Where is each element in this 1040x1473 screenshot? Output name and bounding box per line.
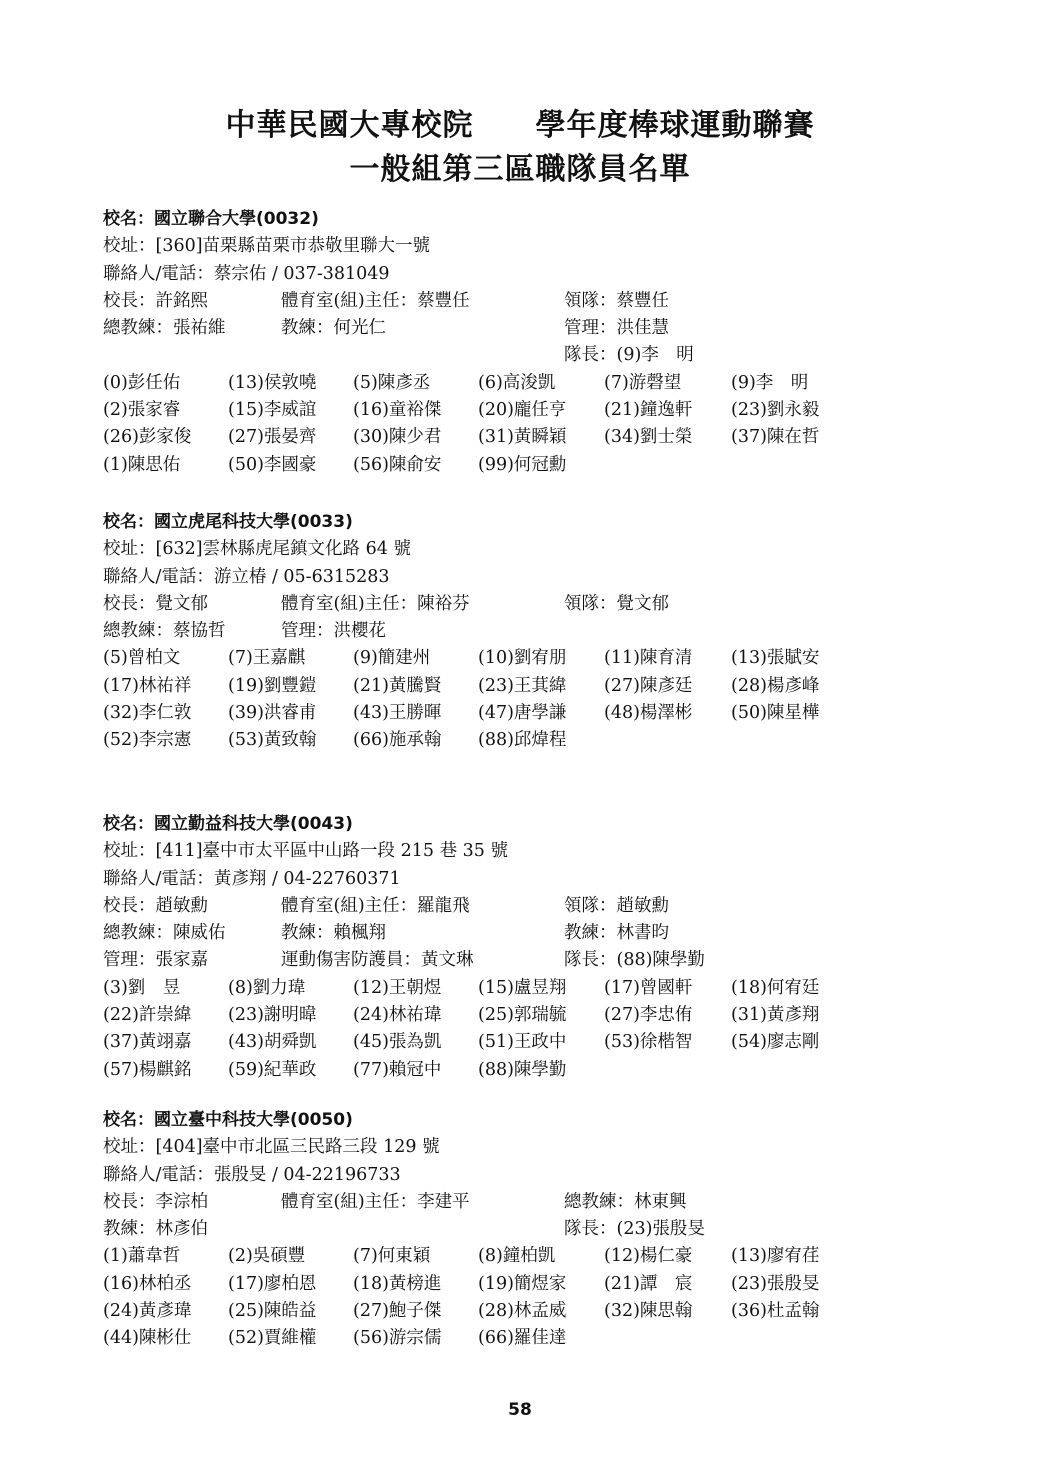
player-entry: (23)王萁緯	[478, 675, 567, 696]
player-entry: (23)張殷旻	[731, 1273, 820, 1294]
player-entry: (12)楊仁豪	[604, 1246, 693, 1267]
staff-entry: 教練：林書昀	[564, 923, 669, 944]
staff-entry: 總教練：陳威佑	[103, 923, 226, 944]
player-entry: (66)施承翰	[353, 730, 442, 751]
staff-entry: 隊長：(9)李 明	[564, 345, 694, 366]
staff-row	[103, 893, 903, 920]
player-entry: (19)簡煜家	[478, 1273, 567, 1294]
player-entry: (32)李仁敦	[103, 703, 192, 724]
school-address: 校址：[411]臺中市太平區中山路一段 215 巷 35 號	[103, 841, 508, 862]
player-entry: (50)李國豪	[228, 454, 317, 475]
player-entry: (0)彭任佑	[103, 372, 181, 393]
player-entry: (6)高浚凱	[478, 372, 556, 393]
player-entry: (37)黃翊嘉	[103, 1032, 192, 1053]
player-entry: (24)林祐瑋	[353, 1005, 442, 1026]
player-entry: (99)何冠勳	[478, 454, 567, 475]
player-entry: (16)林柏丞	[103, 1273, 192, 1294]
player-entry: (56)游宗儒	[353, 1328, 442, 1349]
player-entry: (26)彭家俊	[103, 427, 192, 448]
player-entry: (15)李威誼	[228, 400, 317, 421]
school-contact: 聯絡人/電話：游立椿 / 05-6315283	[103, 566, 390, 587]
staff-entry: 領隊：趙敏勳	[564, 895, 669, 916]
staff-entry: 隊長：(88)陳學勤	[564, 950, 705, 971]
player-row	[103, 1002, 903, 1029]
player-row	[103, 452, 903, 479]
school-name: 校名：國立勤益科技大學(0043)	[103, 814, 353, 834]
player-entry: (27)李忠侑	[604, 1005, 693, 1026]
staff-entry: 教練：林彥伯	[103, 1219, 208, 1240]
staff-row	[103, 342, 903, 369]
player-entry: (13)廖宥荏	[731, 1246, 820, 1267]
player-entry: (23)謝明暐	[228, 1005, 317, 1026]
player-entry: (43)王勝暉	[353, 703, 442, 724]
player-entry: (53)徐楷智	[604, 1032, 693, 1053]
player-row	[103, 1325, 903, 1352]
school-address: 校址：[632]雲林縣虎尾鎮文化路 64 號	[103, 539, 411, 560]
player-entry: (52)賈維權	[228, 1328, 317, 1349]
player-entry: (23)劉永毅	[731, 400, 820, 421]
school-contact: 聯絡人/電話：張殷旻 / 04-22196733	[103, 1164, 401, 1185]
school-section	[103, 811, 903, 1084]
player-entry: (10)劉宥朋	[478, 648, 567, 669]
staff-entry: 體育室(組)主任：李建平	[281, 1191, 470, 1212]
school-name: 校名：國立臺中科技大學(0050)	[103, 1110, 353, 1130]
player-entry: (27)鮑子傑	[353, 1301, 442, 1322]
player-entry: (43)胡舜凱	[228, 1032, 317, 1053]
player-entry: (31)黃瞬穎	[478, 427, 567, 448]
player-row	[103, 1029, 903, 1056]
player-row	[103, 975, 903, 1002]
player-entry: (59)紀華政	[228, 1059, 317, 1080]
player-entry: (8)鐘柏凱	[478, 1246, 556, 1267]
player-entry: (39)洪睿甫	[228, 703, 317, 724]
player-entry: (21)譚 宸	[604, 1273, 693, 1294]
player-entry: (18)黃榜進	[353, 1273, 442, 1294]
player-entry: (56)陳俞安	[353, 454, 442, 475]
page-title-line-1: 中華民國大專校院 學年度棒球運動聯賽	[225, 108, 815, 143]
player-row	[103, 424, 903, 451]
staff-entry: 校長：趙敏勳	[103, 895, 208, 916]
staff-row	[103, 315, 903, 342]
player-row	[103, 370, 903, 397]
school-section	[103, 509, 903, 755]
staff-row	[103, 591, 903, 618]
staff-entry: 領隊：蔡豐任	[564, 290, 669, 311]
player-entry: (17)林祐祥	[103, 675, 192, 696]
staff-entry: 隊長：(23)張殷旻	[564, 1219, 705, 1240]
player-entry: (11)陳育清	[604, 648, 693, 669]
player-entry: (31)黃彥翔	[731, 1005, 820, 1026]
player-row	[103, 1057, 903, 1084]
player-entry: (30)陳少君	[353, 427, 442, 448]
staff-entry: 體育室(組)主任：陳裕芬	[281, 593, 470, 614]
player-row	[103, 673, 903, 700]
player-entry: (48)楊澤彬	[604, 703, 693, 724]
school-contact: 聯絡人/電話：黃彥翔 / 04-22760371	[103, 868, 401, 889]
staff-entry: 校長：許銘熙	[103, 290, 208, 311]
player-entry: (37)陳在哲	[731, 427, 820, 448]
player-entry: (20)龐任亨	[478, 400, 567, 421]
player-entry: (9)簡建州	[353, 648, 431, 669]
player-entry: (28)楊彥峰	[731, 675, 820, 696]
player-row	[103, 645, 903, 672]
player-entry: (88)陳學勤	[478, 1059, 567, 1080]
player-entry: (51)王政中	[478, 1032, 567, 1053]
staff-entry: 總教練：蔡協哲	[103, 621, 226, 642]
player-entry: (18)何宥廷	[731, 977, 820, 998]
staff-row	[103, 947, 903, 974]
player-entry: (9)李 明	[731, 372, 809, 393]
player-entry: (15)盧昱翔	[478, 977, 567, 998]
staff-row	[103, 618, 903, 645]
player-row	[103, 397, 903, 424]
staff-entry: 管理：洪佳慧	[564, 318, 669, 339]
player-entry: (52)李宗憲	[103, 730, 192, 751]
player-entry: (5)陳彥丞	[353, 372, 431, 393]
player-entry: (3)劉 昱	[103, 977, 181, 998]
school-address: 校址：[360]苗栗縣苗栗市恭敬里聯大一號	[103, 236, 431, 257]
staff-entry: 領隊：覺文郁	[564, 593, 669, 614]
player-entry: (25)陳皓益	[228, 1301, 317, 1322]
player-entry: (19)劉豐鎧	[228, 675, 317, 696]
player-entry: (28)林孟威	[478, 1301, 567, 1322]
player-entry: (1)蕭韋哲	[103, 1246, 181, 1267]
player-entry: (24)黃彥瑋	[103, 1301, 192, 1322]
school-contact: 聯絡人/電話：蔡宗佑 / 037-381049	[103, 263, 390, 284]
player-entry: (7)王嘉麒	[228, 648, 306, 669]
player-entry: (12)王朝煜	[353, 977, 442, 998]
staff-entry: 總教練：林東興	[564, 1191, 687, 1212]
page-number: 58	[508, 1400, 532, 1420]
player-entry: (27)陳彥廷	[604, 675, 693, 696]
player-entry: (36)杜孟翰	[731, 1301, 820, 1322]
player-entry: (34)劉士榮	[604, 427, 693, 448]
staff-entry: 體育室(組)主任：羅龍飛	[281, 895, 470, 916]
player-entry: (44)陳彬仕	[103, 1328, 192, 1349]
staff-entry: 總教練：張祐維	[103, 318, 226, 339]
player-entry: (50)陳星樺	[731, 703, 820, 724]
player-row	[103, 1271, 903, 1298]
player-row	[103, 1298, 903, 1325]
player-entry: (2)吳碩豐	[228, 1246, 306, 1267]
player-entry: (32)陳思翰	[604, 1301, 693, 1322]
player-entry: (17)曾國軒	[604, 977, 693, 998]
player-entry: (2)張家睿	[103, 400, 181, 421]
player-entry: (8)劉力瑋	[228, 977, 306, 998]
staff-row	[103, 288, 903, 315]
staff-entry: 管理：張家嘉	[103, 950, 208, 971]
page-title-line-2: 一般組第三區職隊員名單	[349, 152, 691, 187]
staff-entry: 體育室(組)主任：蔡豐任	[281, 290, 470, 311]
player-row	[103, 727, 903, 754]
player-entry: (22)許崇緯	[103, 1005, 192, 1026]
player-entry: (57)楊麒銘	[103, 1059, 192, 1080]
player-entry: (7)游磬望	[604, 372, 682, 393]
player-entry: (47)唐學謙	[478, 703, 567, 724]
player-row	[103, 700, 903, 727]
staff-entry: 校長：覺文郁	[103, 593, 208, 614]
school-name: 校名：國立聯合大學(0032)	[103, 209, 319, 229]
player-entry: (21)黃騰賢	[353, 675, 442, 696]
player-entry: (66)羅佳達	[478, 1328, 567, 1349]
school-section	[103, 206, 903, 479]
staff-row	[103, 920, 903, 947]
player-entry: (27)張晏齊	[228, 427, 317, 448]
staff-entry: 校長：李淙柏	[103, 1191, 208, 1212]
player-entry: (45)張為凱	[353, 1032, 442, 1053]
player-entry: (25)郭瑞毓	[478, 1005, 567, 1026]
player-entry: (7)何東穎	[353, 1246, 431, 1267]
school-address: 校址：[404]臺中市北區三民路三段 129 號	[103, 1137, 440, 1158]
player-entry: (88)邱煒程	[478, 730, 567, 751]
player-entry: (53)黃致翰	[228, 730, 317, 751]
staff-row	[103, 1216, 903, 1243]
player-entry: (17)廖柏恩	[228, 1273, 317, 1294]
player-entry: (5)曾柏文	[103, 648, 181, 669]
player-entry: (54)廖志剛	[731, 1032, 820, 1053]
player-entry: (13)侯敦嘵	[228, 372, 317, 393]
staff-row	[103, 1189, 903, 1216]
player-row	[103, 1243, 903, 1270]
player-entry: (77)賴冠中	[353, 1059, 442, 1080]
school-name: 校名：國立虎尾科技大學(0033)	[103, 512, 353, 532]
school-section	[103, 1107, 903, 1353]
staff-entry: 教練：賴楓翔	[281, 923, 386, 944]
player-entry: (21)鐘逸軒	[604, 400, 693, 421]
staff-entry: 教練：何光仁	[281, 318, 386, 339]
staff-entry: 管理：洪櫻花	[281, 621, 386, 642]
player-entry: (13)張賦安	[731, 648, 820, 669]
player-entry: (1)陳思佑	[103, 454, 181, 475]
staff-entry: 運動傷害防護員：黃文琳	[281, 950, 474, 971]
player-entry: (16)童裕傑	[353, 400, 442, 421]
